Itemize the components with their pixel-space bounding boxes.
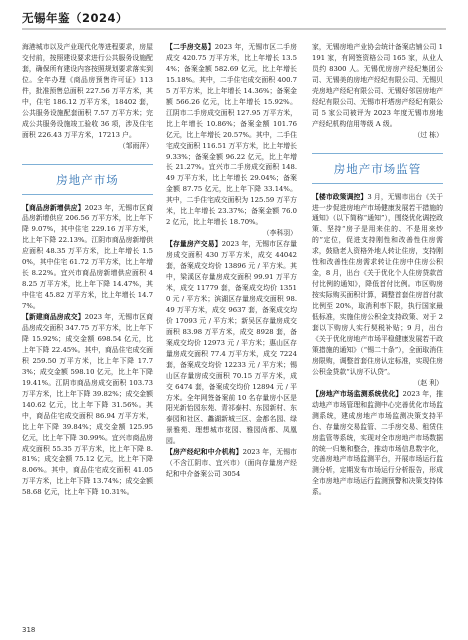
paragraph-continued: 家，无锡房地产业协会统计备案店铺公司 1191 家，有网签资格公司 165 家，从业人员约 8300 人。无锡优房房产经纪集团公司、无锡美的房地产经纪有限公司、无锡贝壳房地产经纪有限公司、无锡好邻居房地产经纪有限公司、无锡市杆塔房产经纪有限公司 5 家公司被评为 2023 年度无锡市房地产经纪机构信用等级 A 级。	[312, 43, 443, 128]
page-number: 318	[22, 626, 36, 634]
article-body: 2023 年，无锡市（不含江阴市、宜兴市）（面向存量房产经纪和中介备案公司 3054	[166, 448, 297, 479]
article-body: 2023 年，推动地产市场管理和监测中心完善优化市场监测系统，建成房地产市场监测决策支持平台、存量房交易监管、二手房交易、租赁住房监管等系统，实现对全市房地产市场数据的统一归集和整合，推动市场信息数字化，完善房地产市场监测平台，开展市场运行监测分析，定期发布市场运行分析报告，形成全市房地产市场运行监测预警和决策支持体系。	[312, 389, 443, 497]
source-credit: （邹雨萍）	[118, 141, 153, 150]
article-new-home-sales	[22, 312, 153, 498]
article-heading: 【房产经纪和中介机构】	[166, 448, 243, 457]
article-heading: 【商品房新增供应】	[22, 203, 85, 212]
article-body: 2023 年，无锡市区商品房成交面积 347.75 万平方米，比上年下降 15.92%；成交金额 698.54 亿元，比上年下降 22.45%。其中，商品住宅成交面积 259.50 万平方米，比上年下降 17.73%；成交金额 598.10 亿元，比上年下降 19.41%。江阴市商品房成交面积 103.73 万平方米，比上年下降 39.82%；成交金额 140.62 亿元，比上年下降 31.56%。其中，商品住宅成交面积 86.94 万平方米，比上年下降 39.84%；成交金额 125.95 亿元，比上年下降 30.99%。宜兴市商品房成交面积 55.35 万平方米，比上年下降 8.81%；成交金额 75.12 亿元，比上年下降 8.06%。其中，商品住宅成交面积 41.05 万平方米，比上年下降 13.74%；成交金额 58.68 亿元，比上年下降 10.31%。	[22, 313, 153, 497]
section-heading-real-estate-market: 房地产市场	[22, 164, 153, 195]
text-column-2	[166, 42, 297, 480]
source-credit: （赵 利）	[413, 378, 443, 387]
article-heading: 【存量房产交易】	[166, 240, 222, 249]
article-new-supply	[22, 203, 153, 313]
article-brokerage	[166, 447, 297, 480]
article-body: 2023 年，无锡市区二手房成交 420.75 万平方米，比上年增长 13.54%；备案金额 582.69 亿元，比上年增长 15.18%。其中，二手住宅成交面积 400.75 万平方米，比上年增长 14.36%；备案金额 566.26 亿元，比上年增长 15.92%。江阴市二手房成交面积 127.95 万平方米，比上年增长 10.86%；备案金额 101.76 亿元，比上年增长 20.57%。其中，二手住宅成交面积 116.51 万平方米，比上年增长 9.33%；备案金额 96.22 亿元，比上年增长 21.27%。宜兴市二手房成交面积 148.49 万平方米，比上年增长 29.04%；备案金额 87.75 亿元，比上年下降 33.14%。其中，二手住宅成交面积为 125.59 万平方米，比上年增长 23.37%；备案金额 76.02 亿元，比上年增长 18.70%。	[166, 43, 297, 227]
article-body: 3 月，无锡市出台《关于进一步促进房地产市场健康发展若干措施的通知》（以下简称“通知”），围绕优化调控政策、坚持“房子是用来住的、不是用来炒的”定位，促进支持刚性和改善性住房需求，鼓励老人资格外地人转让住房，支持刚性和改善性住房需求转让住房中住房公积金，8 月，出台《关于优化个人住房贷款首付比例的通知》，降低首付比例。市区购房按实际购买面积计算，调整首套住房首付款比例至 20%，取消利率下限，执行国家最低标准，实施住房公积金支持政策、对于 2 套以下购房人实行契税补贴；9 月，出台《关于优化房地产市场平稳健康发展若干政策措施的通知》（“锡二十条”），全面取消住房限购，调整首套住房认定标准，实现住房公积金贷款“认房不认贷”。	[312, 192, 443, 376]
source-credit: （李科羽）	[262, 229, 297, 238]
article-heading: 【新建商品房成交】	[22, 313, 85, 322]
article-body: 2023 年，无锡市区存量房成交面积 430 万平方米，成交 44042 套，备案成交均价 13896 元 / 平方米。其中，梁溪区存量房成交面积 99.91 万平方米，成交 11779 套，备案成交均价 13510 元 / 平方米；滨湖区存量房成交面积 98.49 万平方米，成交 9637 套，备案成交均价 17093 元 / 平方米；新吴区存量房成交面积 83.98 万平方米，成交 8928 套，备案成交均价 12973 元 / 平方米；惠山区存量房成交面积 77.4 万平方米，成交 7224 套，备案成交均价 12233 元 / 平方米；锡山区存量房成交面积 70.15 万平方米，成交 6474 套，备案成交均价 12894 元 / 平方米。全年网签备案前 10 名存量房小区是阳光新怡园东苑、青祁泰村、东园新村、东泰园和社区、蠡湖新城三区、金都名园、绿景雅苑、理想城市花园、雅园尚都、凤凰园。	[166, 240, 297, 446]
header-rule	[22, 28, 446, 30]
article-second-hand-housing	[166, 42, 297, 228]
text-column-1	[22, 42, 153, 498]
text-column-3	[312, 42, 443, 498]
paragraph-continued: 海港城市以及产业现代化等进程要求，房屋交付前，按照建设要求进行公共服务设施配套，确保所有建设内容按照规划要求落实到位。全年办理《商品房预售许可证》113件，批准预售总面积 227.56 万平方米，其中，住宅 186.12 万平方米，18402 套，公共服务设施配套面积 7.57 万平方米；完成公共服务设施竣工验收 36 项，涉及住宅面积 226.43 万平方米，17213 户。	[22, 43, 153, 139]
article-monitoring-system	[312, 389, 443, 499]
article-policy-control	[312, 192, 443, 378]
running-header: 无锡年鉴（2024）	[22, 11, 129, 25]
source-credit: （过 栋）	[413, 130, 443, 139]
article-heading: 【二手房交易】	[166, 43, 215, 51]
article-heading: 【房地产市场监测系统优化】	[312, 389, 403, 398]
section-heading-market-supervision: 房地产市场监管	[312, 153, 443, 184]
article-heading: 【楼市政策调控】	[312, 192, 368, 201]
article-existing-housing	[166, 239, 297, 447]
article-body: 2023 年，无锡市区商品房新增供应 206.56 万平方米，比上年下降 9.07%，其中住宅 229.16 万平方米，比上年下降 22.13%。江阴市商品房新增供应面积 48.35 万平方米，比上年增长 1.50%，其中住宅 61.72 万平方米，比上年增长 8.22%。宜兴市商品房新增供应面积 48.25 万平方米，比上年下降 14.47%，其中住宅 45.82 万平方米，比上年增长 14.77%。	[22, 203, 153, 311]
